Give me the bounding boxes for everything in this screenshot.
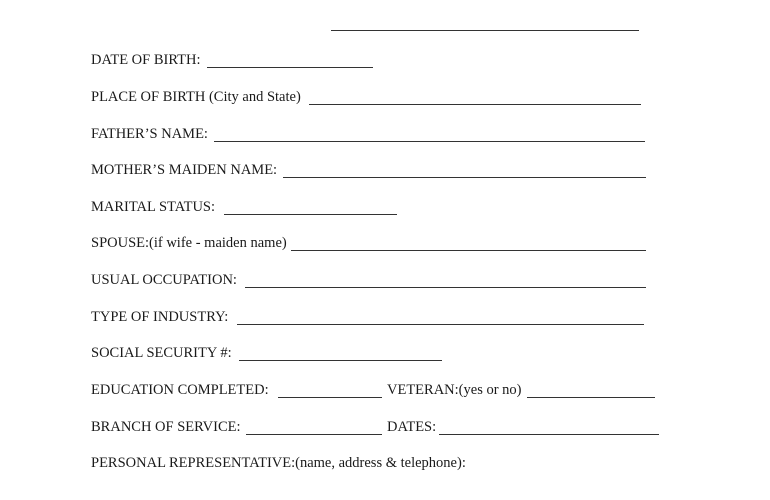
field-label-dates: DATES: xyxy=(387,419,437,435)
marital-status-input-line[interactable] xyxy=(224,214,397,215)
branch-of-service-input-line[interactable] xyxy=(246,434,382,435)
spouse-input-line[interactable] xyxy=(291,250,646,251)
field-label: MARITAL STATUS: xyxy=(91,199,216,215)
education-completed-input-line[interactable] xyxy=(278,397,382,398)
field-label: USUAL OCCUPATION: xyxy=(91,272,237,288)
field-label: DATE OF BIRTH: xyxy=(91,52,201,68)
field-label: SPOUSE:(if wife - maiden name) xyxy=(91,235,287,251)
mothers-maiden-name-input-line[interactable] xyxy=(283,177,646,178)
field-label: PERSONAL REPRESENTATIVE:(name, address & telephone): xyxy=(91,455,466,471)
social-security-input-line[interactable] xyxy=(239,360,442,361)
type-of-industry-input-line[interactable] xyxy=(237,324,644,325)
dates-input-line[interactable] xyxy=(439,434,659,435)
usual-occupation-input-line[interactable] xyxy=(245,287,646,288)
field-education-veteran xyxy=(91,380,691,400)
top-blank-line[interactable] xyxy=(331,30,639,31)
field-label: PLACE OF BIRTH (City and State) xyxy=(91,89,301,105)
fathers-name-input-line[interactable] xyxy=(214,141,645,142)
date-of-birth-input-line[interactable] xyxy=(207,67,373,68)
field-label: TYPE OF INDUSTRY: xyxy=(91,309,229,325)
field-label: EDUCATION COMPLETED: xyxy=(91,382,269,398)
place-of-birth-input-line[interactable] xyxy=(309,104,641,105)
field-label: SOCIAL SECURITY #: xyxy=(91,345,232,361)
field-branch-dates xyxy=(91,417,691,437)
field-label: MOTHER’S MAIDEN NAME: xyxy=(91,162,278,178)
field-label: BRANCH OF SERVICE: xyxy=(91,419,241,435)
veteran-input-line[interactable] xyxy=(527,397,655,398)
field-label: FATHER’S NAME: xyxy=(91,126,208,142)
field-label-veteran: VETERAN:(yes or no) xyxy=(387,382,522,398)
